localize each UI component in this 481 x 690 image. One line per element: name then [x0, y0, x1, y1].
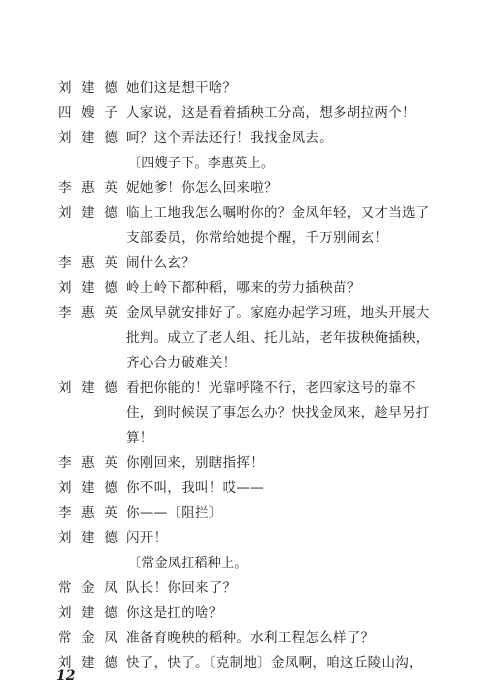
dialogue-line [58, 476, 448, 501]
speaker-name: 刘建德 [58, 205, 118, 221]
dialogue-text: 人家说，这是看着插秧工分高，想多胡拉两个！ [126, 105, 416, 121]
speaker-name: 刘建德 [58, 530, 118, 546]
dialogue-text: 你这是扛的啥？ [126, 605, 223, 621]
dialogue-text: 准备育晚秧的稻种。水利工程怎么样了？ [126, 630, 375, 646]
dialogue-text: 看把你能的！光靠呼隆不行，老四家这号的靠不 住，到时候误了事怎么办？快找金凤来，趁早另打 算！ [126, 380, 430, 446]
dialogue-text: 闹什么玄？ [126, 255, 195, 271]
speaker-name: 刘建德 [58, 130, 118, 146]
dialogue-text: 你——〔阻拦〕 [126, 505, 223, 521]
dialogue-line [58, 576, 448, 601]
speaker-name: 常金凤 [58, 630, 118, 646]
dialogue-line [58, 101, 448, 126]
dialogue-line [58, 251, 448, 276]
page-number: 12 [56, 668, 76, 684]
dialogue-text: 你刚回来，别瞎指挥！ [126, 455, 264, 471]
stage-direction: 〔常金凤扛稻种上。 [128, 556, 248, 571]
speaker-name: 常金凤 [58, 580, 118, 596]
speaker-name: 刘建德 [58, 280, 118, 296]
dialogue-line [58, 201, 448, 251]
dialogue-text: 队长！你回来了？ [126, 580, 237, 596]
speaker-name: 李惠英 [58, 255, 118, 271]
dialogue-line [58, 276, 448, 301]
dialogue-line [58, 376, 448, 451]
speaker-name: 四嫂子 [58, 105, 118, 121]
speaker-name: 刘建德 [58, 480, 118, 496]
dialogue-text: 金凤早就安排好了。家庭办起学习班，地头开展大 批判。成立了老人组、托儿站，老年拔秧俺插秧， 齐心合力破难关！ [126, 305, 430, 371]
dialogue-text: 岭上岭下都种稻，哪来的劳力插秧苗？ [126, 280, 361, 296]
dialogue-line [58, 76, 448, 101]
dialogue-line [58, 451, 448, 476]
dialogue-line [58, 651, 448, 676]
dialogue-line [58, 526, 448, 551]
dialogue-text: 快了，快了。〔克制地〕金凤啊，咱这丘陵山沟， [126, 655, 423, 671]
dialogue-text: 妮她爹！你怎么回来啦？ [126, 180, 278, 196]
speaker-name: 刘建德 [58, 80, 118, 96]
dialogue-text: 她们这是想干啥？ [126, 80, 237, 96]
speaker-name: 李惠英 [58, 505, 118, 521]
dialogue-line [58, 126, 448, 151]
dialogue-line [58, 301, 448, 376]
speaker-name: 刘建德 [58, 380, 118, 396]
stage-direction: 〔四嫂子下。李惠英上。 [128, 156, 275, 171]
speaker-name: 刘建德 [58, 605, 118, 621]
dialogue-text: 呵？这个弄法还行！我找金凤去。 [126, 130, 333, 146]
dialogue-text: 你不叫，我叫！哎—— [126, 480, 264, 496]
speaker-name: 李惠英 [58, 180, 118, 196]
dialogue-line [58, 601, 448, 626]
speaker-name: 刘建德 [58, 655, 118, 671]
dialogue-line [58, 626, 448, 651]
dialogue-line [58, 176, 448, 201]
dialogue-text: 临上工地我怎么嘱咐你的？金凤年轻，又才当选了 支部委员，你常给她提个醒，千万别闹玄！ [126, 205, 430, 246]
speaker-name: 李惠英 [58, 455, 118, 471]
speaker-name: 李惠英 [58, 305, 118, 321]
dialogue-text: 闪开！ [126, 530, 168, 546]
dialogue-line [58, 501, 448, 526]
